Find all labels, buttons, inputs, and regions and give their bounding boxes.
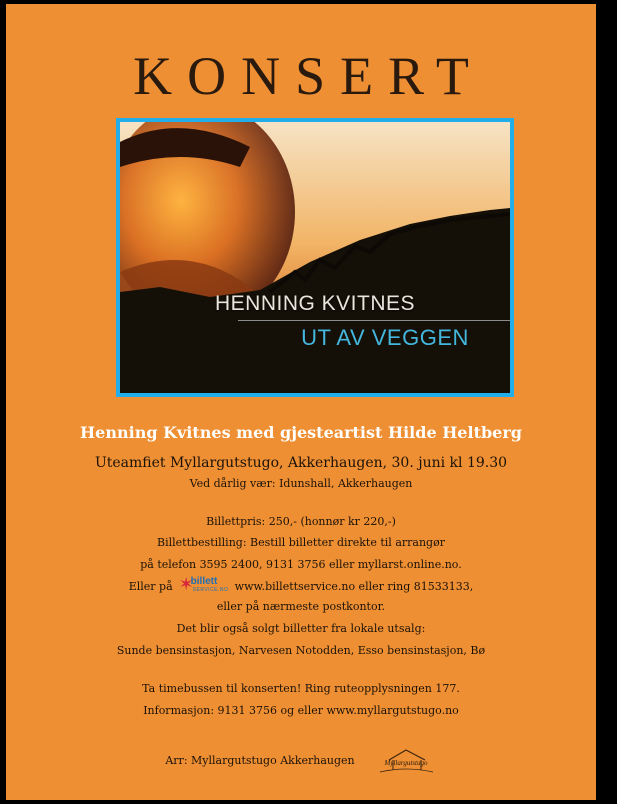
cover-artwork: [120, 122, 510, 393]
star-icon: ✶: [178, 574, 194, 595]
ticket-price: Billettpris: 250,- (honnør kr 220,-): [206, 515, 396, 528]
logo-sub: SERVICE.NO: [192, 587, 229, 593]
organizer-line: [6, 746, 596, 776]
concert-title: Henning Kvitnes med gjesteartist Hilde Heltberg: [80, 423, 522, 442]
ticket-order-line-2: på telefon 3595 2400, 9131 3756 eller myllarst.online.no.: [140, 558, 462, 571]
venue-and-date: Uteamfiet Myllargutstugo, Akkerhaugen, 30. juni kl 19.30: [94, 455, 508, 471]
bus-info: Ta timebussen til konserten! Ring ruteopplysningen 177.: [142, 682, 460, 695]
myllargutstugo-logo: [375, 746, 437, 776]
logo-text: Myllargutstugo: [384, 759, 428, 767]
poster-headline: KONSERT: [133, 46, 484, 106]
bad-weather-note: Ved dårlig vær: Idunshall, Akkerhaugen: [189, 477, 413, 490]
cover-album-title: UT AV VEGGEN: [301, 325, 469, 350]
cover-divider: [238, 320, 514, 321]
album-cover-image: [116, 118, 514, 397]
local-sales-line-1: Det blir også solgt billetter fra lokale utsalg:: [176, 622, 426, 635]
organizer-text: Arr: Myllargutstugo Akkerhaugen: [165, 753, 355, 767]
ticket-order-line-4: eller på nærmeste postkontor.: [216, 600, 386, 613]
concert-poster: [6, 4, 596, 800]
local-sales-line-2: Sunde bensinstasjon, Narvesen Notodden, Esso bensinstasjon, Bø: [116, 644, 486, 657]
logo-word: billett: [190, 576, 218, 587]
billettservice-logo: [178, 574, 231, 597]
ticket-order-line-3: [6, 574, 596, 597]
cover-artist-name: HENNING KVITNES: [214, 292, 416, 315]
ticket-order-line-1: Billettbestilling: Bestill billetter direkte til arrangør: [157, 536, 445, 549]
order-suffix: www.billettservice.no eller ring 81533133,: [234, 579, 474, 593]
order-prefix: Eller på: [128, 579, 173, 593]
contact-info: Informasjon: 9131 3756 og eller www.myllargutstugo.no: [143, 704, 459, 717]
